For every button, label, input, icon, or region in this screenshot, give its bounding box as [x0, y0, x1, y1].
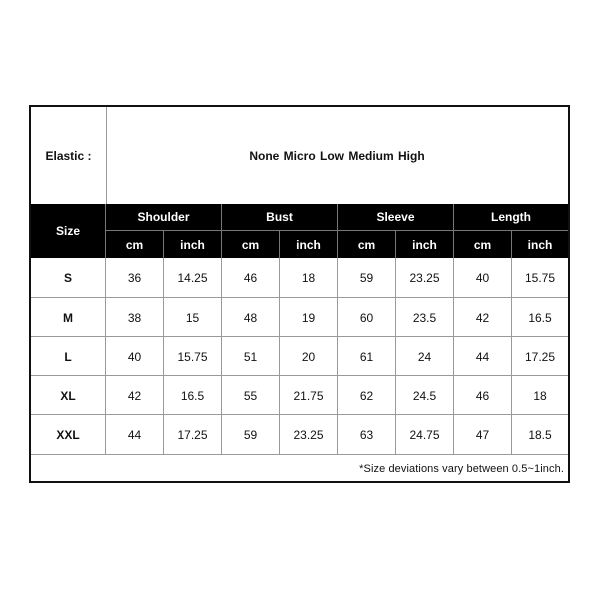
table-cell: 23.5 [396, 298, 454, 337]
table-cell: 19 [280, 298, 338, 337]
table-cell: 21.75 [280, 376, 338, 415]
table-cell: 24.5 [396, 376, 454, 415]
table-cell: 60 [338, 298, 396, 337]
bust-header: Bust [222, 204, 338, 231]
table-cell: 42 [106, 376, 164, 415]
table-cell: 46 [222, 258, 280, 297]
table-cell: 62 [338, 376, 396, 415]
table-cell: 44 [454, 337, 512, 376]
table-cell: 15 [164, 298, 222, 337]
table-cell: 36 [106, 258, 164, 297]
unit-header: cm [338, 231, 396, 258]
table-cell: 14.25 [164, 258, 222, 297]
unit-header: cm [454, 231, 512, 258]
table-cell: 40 [454, 258, 512, 297]
length-header: Length [454, 204, 568, 231]
table-header [31, 204, 568, 258]
table-row [31, 297, 568, 337]
table-cell: 44 [106, 415, 164, 454]
table-cell: 46 [454, 376, 512, 415]
size-cell: S [31, 258, 106, 297]
size-deviation-note: *Size deviations vary between 0.5~1inch. [31, 454, 568, 483]
unit-header: cm [222, 231, 280, 258]
sleeve-header: Sleeve [338, 204, 454, 231]
size-chart [29, 105, 570, 483]
table-cell: 16.5 [164, 376, 222, 415]
table-cell: 38 [106, 298, 164, 337]
table-cell: 51 [222, 337, 280, 376]
unit-header: inch [527, 237, 553, 252]
table-cell: 18 [280, 258, 338, 297]
table-cell: 24 [396, 337, 454, 376]
table-row [31, 375, 568, 415]
table-row [31, 336, 568, 376]
size-column-header: Size [31, 204, 106, 258]
size-cell: M [31, 298, 106, 337]
size-cell: XXL [31, 415, 106, 454]
table-cell: 24.75 [396, 415, 454, 454]
table-cell: 23.25 [396, 258, 454, 297]
table-cell: 47 [454, 415, 512, 454]
table-cell: 63 [338, 415, 396, 454]
table-cell: 48 [222, 298, 280, 337]
shoulder-header: Shoulder [106, 204, 222, 231]
elastic-label: Elastic : [31, 107, 107, 204]
table-body [31, 258, 568, 454]
table-cell: 42 [454, 298, 512, 337]
elastic-row [31, 107, 568, 205]
table-cell: 61 [338, 337, 396, 376]
table-cell: 59 [338, 258, 396, 297]
table-cell: 20 [280, 337, 338, 376]
table-cell: 18 [533, 388, 547, 403]
unit-header: cm [106, 231, 164, 258]
size-cell: XL [31, 376, 106, 415]
unit-header: inch [280, 231, 338, 258]
table-cell: 17.25 [164, 415, 222, 454]
table-row [31, 258, 568, 297]
table-row [31, 414, 568, 454]
table-cell: 55 [222, 376, 280, 415]
table-cell: 59 [222, 415, 280, 454]
unit-header: inch [164, 231, 222, 258]
unit-header: inch [396, 231, 454, 258]
table-cell: 40 [106, 337, 164, 376]
elastic-levels: None Micro Low Medium High [249, 148, 425, 163]
size-cell: L [31, 337, 106, 376]
table-cell: 15.75 [524, 270, 556, 285]
table-cell: 18.5 [528, 427, 552, 442]
table-cell: 17.25 [524, 349, 556, 364]
table-cell: 16.5 [528, 310, 552, 325]
table-cell: 23.25 [280, 415, 338, 454]
table-cell: 15.75 [164, 337, 222, 376]
